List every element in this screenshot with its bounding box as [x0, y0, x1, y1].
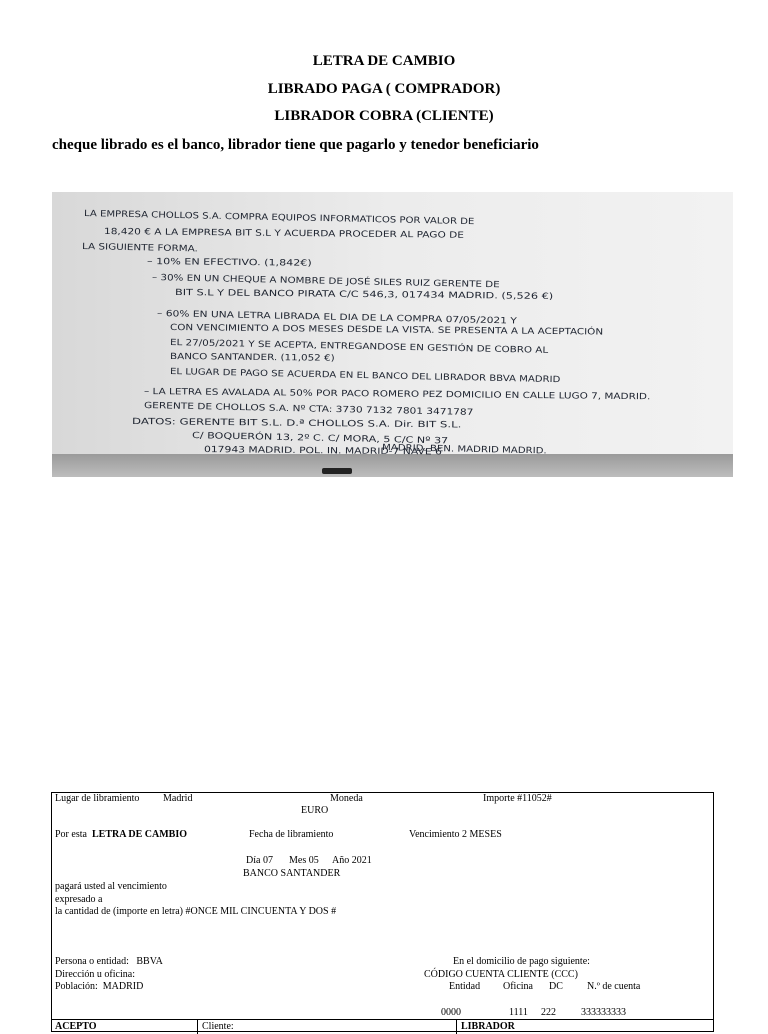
heading-librador: LIBRADOR COBRA (CLIENTE)	[274, 108, 494, 124]
whiteboard-line: – 10% EN EFECTIVO. (1,842€)	[146, 257, 275, 269]
moneda-value: EURO	[301, 805, 329, 816]
whiteboard-line: MADRID. BEN. MADRID MADRID.	[381, 443, 522, 456]
persona-entidad: Persona o entidad: BBVA	[55, 956, 163, 967]
lugar-label: Lugar de libramiento	[55, 793, 140, 804]
expresado-text: expresado a	[55, 894, 103, 905]
whiteboard-line: DATOS: GERENTE BIT S.L. D.ª CHOLLOS S.A. Dir. BIT S.L.	[131, 417, 374, 430]
pagara-text: pagará usted al vencimiento	[55, 881, 167, 892]
fecha-mes: Mes 05	[289, 855, 319, 866]
importe: Importe #11052#	[483, 793, 552, 804]
whiteboard-line: – 30% EN UN CHEQUE A NOMBRE DE JOSÉ SILES RUIZ GERENTE DE	[151, 273, 443, 290]
whiteboard-line: LA EMPRESA CHOLLOS S.A. COMPRA EQUIPOS INFORMATICOS POR VALOR DE	[83, 209, 417, 226]
whiteboard-line: – LA LETRA ES AVALADA AL 50% POR PACO ROMERO PEZ DOMICILIO EN CALLE LUGO 7, MADRID.	[143, 387, 561, 402]
whiteboard-line: BIT S.L Y DEL BANCO PIRATA C/C 546,3, 017434 MADRID. (5,526 €)	[174, 288, 464, 302]
whiteboard-line: – 60% EN UNA LETRA LIBRADA EL DIA DE LA COMPRA 07/05/2021 Y	[156, 309, 448, 326]
whiteboard-line: GERENTE DE CHOLLOS S.A. Nº CTA: 3730 7132 7801 3471787	[143, 401, 413, 417]
whiteboard-line: EL 27/05/2021 Y SE ACEPTA, ENTREGANDOSE EN GESTIÓN DE COBRO AL	[169, 338, 486, 355]
banco: BANCO SANTANDER	[243, 868, 341, 879]
acepto-label: ACEPTO	[55, 1021, 97, 1032]
whiteboard-line: C/ BOQUERÓN 13, 2º C. C/ MORA, 5 C/C Nº 37	[191, 431, 390, 446]
subtitle: cheque librado es el banco, librador tiene que pagarlo y tenedor beneficiario	[52, 137, 539, 153]
lugar-value: Madrid	[163, 793, 193, 804]
marker	[322, 468, 352, 474]
dc-value: 222	[541, 1007, 556, 1018]
letra-de-cambio-form	[51, 792, 714, 1032]
whiteboard-line: CON VENCIMIENTO A DOS MESES DESDE LA VISTA. SE PRESENTA A LA ACEPTACIÓN	[169, 323, 530, 337]
direccion-oficina: Dirección u oficina:	[55, 969, 135, 980]
whiteboard-line: EL LUGAR DE PAGO SE ACUERDA EN EL BANCO DEL LIBRADOR BBVA MADRID	[169, 367, 503, 384]
whiteboard-line: BANCO SANTANDER. (11,052 €)	[169, 352, 307, 364]
whiteboard-line: 18,420 € A LA EMPRESA BIT S.L Y ACUERDA PROCEDER AL PAGO DE	[103, 227, 398, 241]
moneda-label: Moneda	[330, 793, 363, 804]
dc-label: DC	[549, 981, 563, 992]
oficina-label: Oficina	[503, 981, 533, 992]
vencimiento: Vencimiento 2 MESES	[409, 829, 502, 840]
whiteboard-line: 017943 MADRID. POL. IN. MADRID-7 NAVE 6	[203, 445, 395, 457]
cuenta-value: 333333333	[581, 1007, 626, 1018]
ccc-label: CÓDIGO CUENTA CLIENTE (CCC)	[424, 969, 578, 980]
cantidad-text: la cantidad de (importe en letra) #ONCE MIL CINCUENTA Y DOS #	[55, 906, 337, 917]
whiteboard-photo	[52, 192, 733, 477]
fecha-dia: Día 07	[246, 855, 273, 866]
cuenta-label: N.º de cuenta	[587, 981, 641, 992]
fecha-anio: Año 2021	[332, 855, 372, 866]
whiteboard-line: LA SIGUIENTE FORMA.	[81, 242, 179, 255]
bottom-row	[52, 1019, 713, 1034]
cliente-label: Cliente:	[202, 1021, 234, 1032]
whiteboard-tray	[52, 454, 733, 477]
divider	[197, 1020, 198, 1034]
poblacion: Población: MADRID	[55, 981, 144, 992]
por-esta: Por esta	[55, 829, 87, 840]
divider	[456, 1020, 457, 1034]
heading-title: LETRA DE CAMBIO	[312, 53, 456, 69]
oficina-value: 1111	[509, 1007, 528, 1018]
heading-librado: LIBRADO PAGA ( COMPRADOR)	[267, 81, 501, 97]
entidad-label: Entidad	[449, 981, 481, 992]
letra-de-cambio-label: LETRA DE CAMBIO	[92, 829, 188, 840]
entidad-value: 0000	[441, 1007, 461, 1018]
fecha-label: Fecha de libramiento	[249, 829, 334, 840]
librador-label: LIBRADOR	[461, 1021, 515, 1032]
domicilio-pago: En el domicilio de pago siguiente:	[453, 956, 590, 967]
